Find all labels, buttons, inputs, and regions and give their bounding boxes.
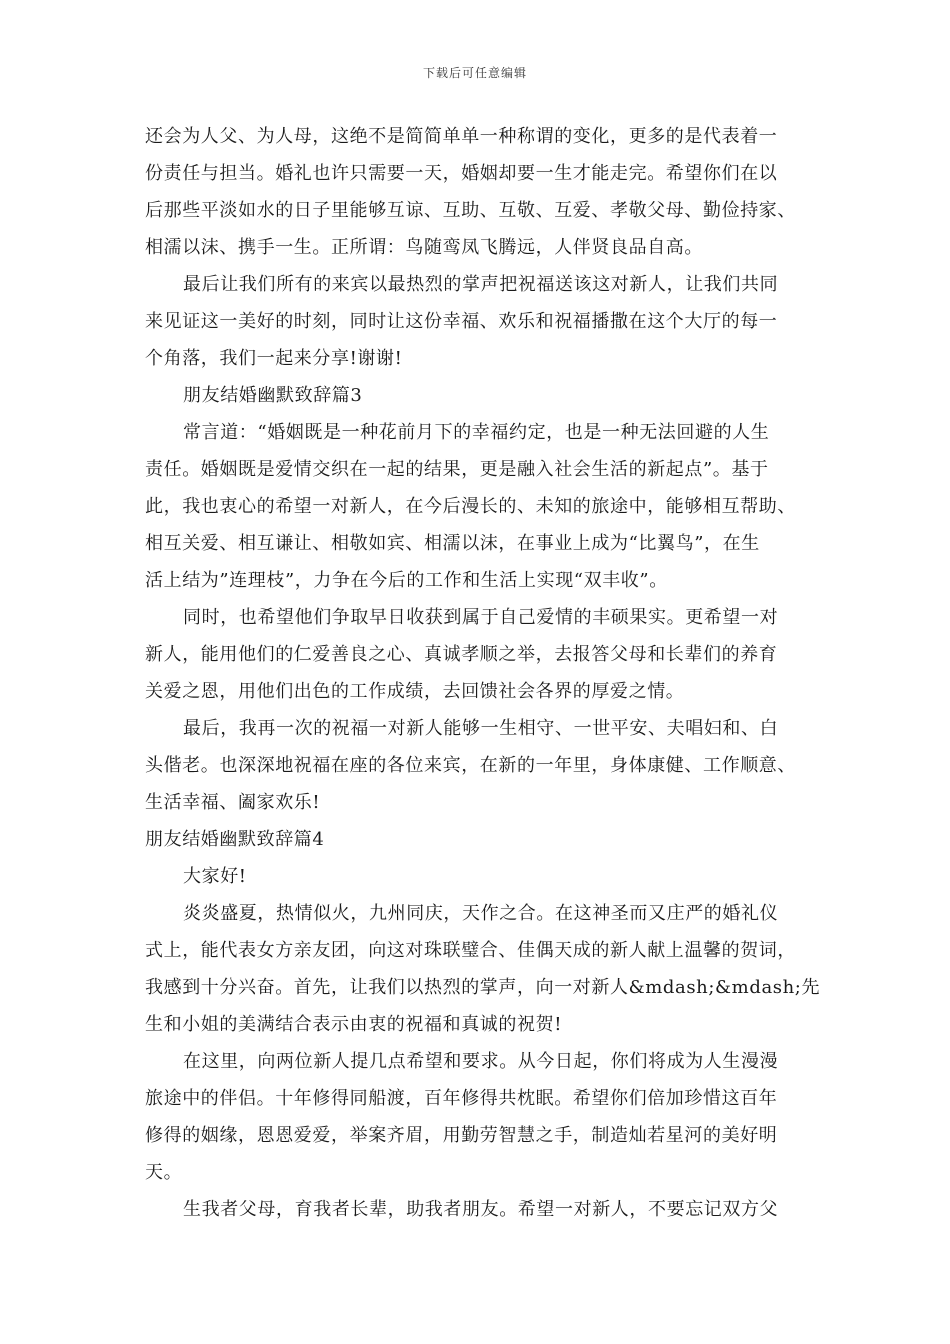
text-line: 活上结为”连理枝”，力争在今后的工作和生活上实现“双丰收”。 [145, 570, 668, 591]
text-line: 最后让我们所有的来宾以最热烈的掌声把祝福送该这对新人，让我们共同 [183, 274, 779, 295]
text-line: 常言道：“婚姻既是一种花前月下的幸福约定，也是一种无法回避的人生 [183, 422, 770, 443]
text-line: 式上，能代表女方亲友团，向这对珠联璧合、佳偶天成的新人献上温馨的贺词， [145, 940, 796, 961]
text-line: 旅途中的伴侣。十年修得同船渡，百年修得共枕眠。希望你们倍加珍惜这百年 [145, 1088, 778, 1109]
text-line: 关爱之恩，用他们出色的工作成绩，去回馈社会各界的厚爱之情。 [145, 681, 685, 702]
text-line: 最后，我再一次的祝福一对新人能够一生相守、一世平安、夫唱妇和、白 [183, 718, 779, 739]
text-line: 修得的姻缘，恩恩爱爱，举案齐眉，用勤劳智慧之手，制造灿若星河的美好明 [145, 1125, 778, 1146]
text-line: 新人，能用他们的仁爱善良之心、真诚孝顺之举，去报答父母和长辈们的养育 [145, 644, 778, 665]
text-line: 相濡以沫、携手一生。正所谓：鸟随鸾凤飞腾远，人伴贤良品自高。 [145, 237, 703, 258]
text-line: 此，我也衷心的希望一对新人，在今后漫长的、未知的旅途中，能够相互帮助、 [145, 496, 796, 517]
text-line: 炎炎盛夏，热情似火，九州同庆，天作之合。在这神圣而又庄严的婚礼仪 [183, 903, 779, 924]
text-line: 责任。婚姻既是爱情交织在一起的结果，更是融入社会生活的新起点”。基于 [145, 459, 769, 480]
text-line: 后那些平淡如水的日子里能够互谅、互助、互敬、互爱、孝敬父母、勤俭持家、 [145, 200, 796, 221]
text-line: 份责任与担当。婚礼也许只需要一天，婚姻却要一生才能走完。希望你们在以 [145, 163, 778, 184]
text-line: 大家好! [183, 866, 247, 887]
text-line: 天。 [145, 1162, 183, 1183]
text-line: 朋友结婚幽默致辞篇4 [145, 829, 325, 850]
document-body [145, 118, 821, 1228]
text-line: 个角落，我们一起来分享!谢谢! [145, 348, 403, 369]
text-line: 朋友结婚幽默致辞篇3 [183, 385, 363, 406]
text-line: 还会为人父、为人母，这绝不是简简单单一种称谓的变化，更多的是代表着一 [145, 126, 778, 147]
text-line: 来见证这一美好的时刻，同时让这份幸福、欢乐和祝福播撒在这个大厅的每一 [145, 311, 778, 332]
page-header: 下载后可任意编辑 [422, 66, 527, 80]
text-line: 头偕老。也深深地祝福在座的各位来宾，在新的一年里，身体康健、工作顺意、 [145, 755, 796, 776]
text-line: 生活幸福、阖家欢乐! [145, 792, 321, 813]
text-line: 生和小姐的美满结合表示由衷的祝福和真诚的祝贺! [145, 1014, 563, 1035]
text-line: 在这里，向两位新人提几点希望和要求。从今日起，你们将成为人生漫漫 [183, 1051, 779, 1072]
text-line: 相互关爱、相互谦让、相敬如宾、相濡以沫，在事业上成为“比翼鸟”，在生 [145, 533, 760, 554]
text-line: 同时，也希望他们争取早日收获到属于自己爱情的丰硕果实。更希望一对 [183, 607, 779, 628]
text-line: 生我者父母，育我者长辈，助我者朋友。希望一对新人，不要忘记双方父 [183, 1199, 779, 1220]
text-line: 我感到十分兴奋。首先，让我们以热烈的掌声，向一对新人&mdash;&mdash;先 [145, 977, 821, 998]
